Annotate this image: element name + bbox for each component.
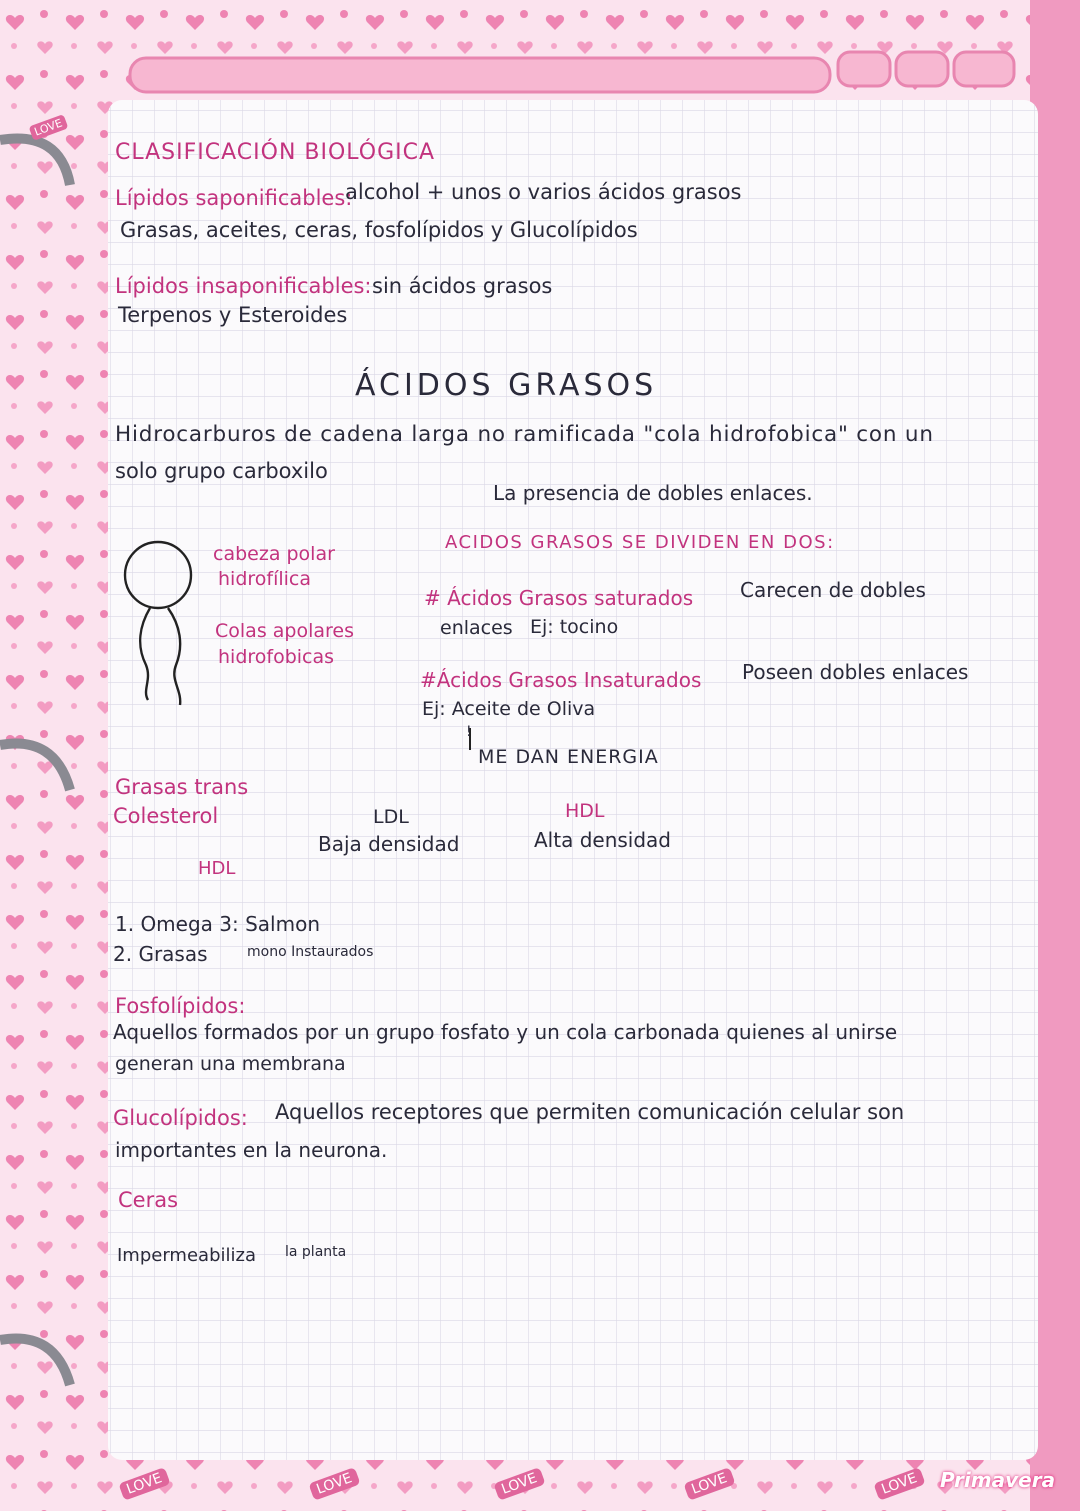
fosfolipidos-label: Fosfolípidos: <box>115 994 246 1018</box>
omega-line: 1. Omega 3: Salmon <box>115 912 320 936</box>
header-box-3 <box>954 52 1014 86</box>
fosfolipidos-desc-2: generan una membrana <box>115 1053 346 1075</box>
la-planta: la planta <box>285 1244 347 1260</box>
energy-note: ME DAN ENERGIA <box>478 746 659 768</box>
presence-note: La presencia de dobles enlaces. <box>493 481 813 505</box>
saponificables-label: Lípidos saponificables: <box>115 186 353 210</box>
hdl-desc: Alta densidad <box>534 828 671 852</box>
ldl-label: LDL <box>373 806 409 828</box>
header-bar <box>130 58 830 92</box>
love-badge: LOVE <box>29 114 69 141</box>
love-badge: LOVE <box>118 1467 170 1501</box>
love-badge: LOVE <box>873 1467 925 1501</box>
header-box-1 <box>838 52 890 86</box>
ldl-desc: Baja densidad <box>318 832 460 856</box>
saturados-desc-2: enlaces <box>440 617 513 639</box>
insaturados-desc: Poseen dobles enlaces <box>742 660 969 684</box>
insaponificables-desc: sin ácidos grasos <box>372 274 553 298</box>
colesterol: Colesterol <box>113 804 219 828</box>
tail-label-2: hidrofobicas <box>218 646 335 668</box>
tail-label-1: Colas apolares <box>215 620 354 642</box>
hdl-small: HDL <box>198 858 236 879</box>
saponificables-examples: Grasas, aceites, ceras, fosfolípidos y Glucolípidos <box>120 218 638 242</box>
insaponificables-label: Lípidos insaponificables: <box>115 274 372 298</box>
love-badge: LOVE <box>493 1467 545 1501</box>
page-title: CLASIFICACIÓN BIOLÓGICA <box>115 140 436 165</box>
grasas-mono: 2. Grasas <box>113 942 208 966</box>
section-heading: ÁCIDOS GRASOS <box>355 368 658 403</box>
hdl-label: HDL <box>565 800 605 822</box>
head-label-2: hidrofílica <box>218 568 312 590</box>
saturados-desc-1: Carecen de dobles <box>740 578 926 602</box>
glucolipidos-desc-2: importantes en la neurona. <box>115 1138 388 1162</box>
definition-line-2: solo grupo carboxilo <box>115 459 328 483</box>
insaturados-example: Ej: Aceite de Oliva <box>422 698 596 720</box>
monoinsaturados: mono Instaurados <box>247 944 374 960</box>
saturados-label: # Ácidos Grasos saturados <box>424 586 694 610</box>
love-badge: LOVE <box>683 1467 735 1501</box>
ceras-label: Ceras <box>118 1188 179 1212</box>
energy-exclamation: ! <box>466 724 472 740</box>
fosfolipidos-desc-1: Aquellos formados por un grupo fosfato y un cola carbonada quienes al unirse <box>113 1020 898 1044</box>
brand-logo: Primavera <box>940 1468 1056 1492</box>
glucolipidos-desc-1: Aquellos receptores que permiten comunicación celular son <box>275 1100 905 1124</box>
definition-line-1: Hidrocarburos de cadena larga no ramificada "cola hidrofobica" con un <box>115 422 934 447</box>
saponificables-desc: alcohol + unos o varios ácidos grasos <box>345 180 742 204</box>
saturados-example: Ej: tocino <box>530 616 619 638</box>
love-badge: LOVE <box>308 1467 360 1501</box>
head-label-1: cabeza polar <box>213 543 335 565</box>
grasas-trans: Grasas trans <box>115 775 249 799</box>
impermeabiliza: Impermeabiliza <box>117 1245 256 1266</box>
glucolipidos-label: Glucolípidos: <box>113 1106 248 1130</box>
header-box-2 <box>896 52 948 86</box>
insaponificables-examples: Terpenos y Esteroides <box>118 303 348 327</box>
divide-heading: ACIDOS GRASOS SE DIVIDEN EN DOS: <box>445 532 835 553</box>
insaturados-label: #Ácidos Grasos Insaturados <box>420 668 702 692</box>
